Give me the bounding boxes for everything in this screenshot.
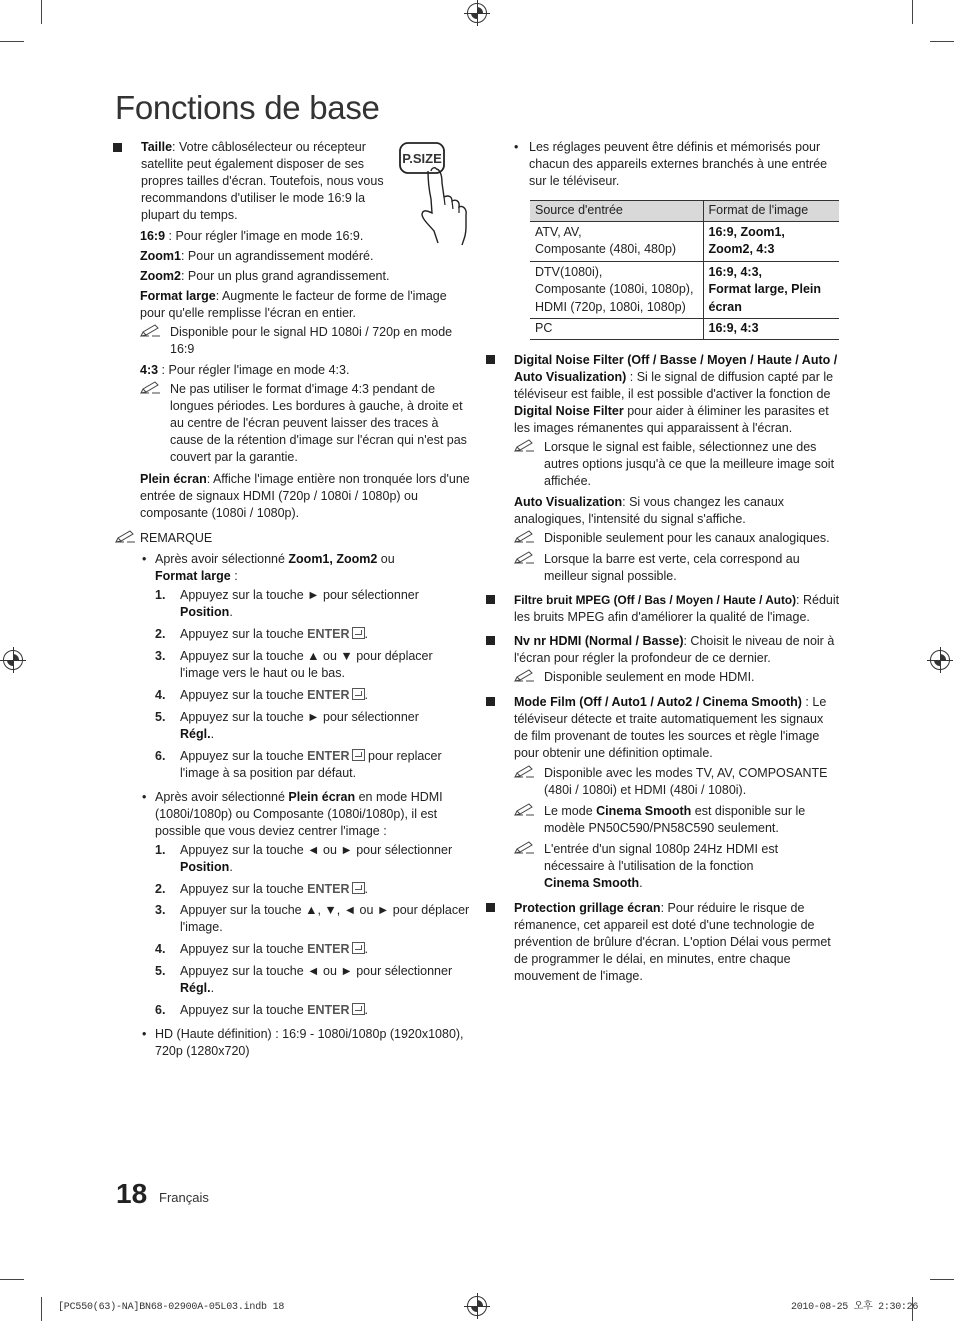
registration-mark-icon [467, 3, 487, 23]
step-number: 4. [155, 942, 166, 956]
step-text: . [229, 605, 233, 619]
format-large-line [140, 288, 470, 322]
bullet-text: Après avoir sélectionné [155, 790, 289, 804]
note-bold: Cinema Smooth [596, 803, 692, 818]
crop-mark [0, 41, 24, 42]
plein-ecran-label: Plein écran [140, 472, 207, 486]
table-row [530, 319, 839, 340]
bullet-intro [513, 139, 840, 190]
bullet-zoom-position [140, 551, 470, 585]
square-bullet-icon [486, 903, 495, 912]
square-bullet-icon [486, 697, 495, 706]
note-pencil-icon [514, 841, 536, 855]
note-bold: Cinema Smooth [544, 875, 640, 890]
note-pencil-icon [514, 530, 536, 544]
square-bullet-icon [113, 143, 122, 152]
enter-key-label: ENTER [307, 688, 350, 702]
mpeg-filter-section [486, 592, 840, 626]
step-number: 1. [155, 588, 166, 602]
mode-43-text: : Pour régler l'image en mode 4:3. [158, 363, 350, 377]
crop-mark [912, 0, 913, 24]
registration-mark-icon [930, 650, 950, 670]
bullet-text: Après avoir sélectionné [155, 552, 289, 566]
taille-label: Taille [141, 140, 173, 154]
table-cell-format: 16:9, Zoom1, Zoom2, 4:3 [703, 221, 839, 261]
plein-ecran-line [140, 471, 470, 522]
note-text: . [639, 875, 643, 890]
note-pencil-icon [514, 439, 536, 453]
table-header-cell: Format de l'image [703, 201, 839, 222]
dnf-bold: Digital Noise Filter [514, 403, 624, 418]
remarque-label: REMARQUE [140, 531, 213, 545]
mode-43-label: 4:3 [140, 363, 159, 377]
hdmi-label: Nv nr HDMI (Normal / Basse) [514, 633, 684, 648]
step-item [155, 648, 470, 682]
note-pencil-icon [514, 765, 536, 779]
enter-icon [352, 882, 365, 894]
step-number: 5. [155, 710, 166, 724]
note-text: L'entrée d'un signal 1080p 24Hz HDMI est nécessaire à l'utilisation de la fonction [544, 841, 779, 873]
bullet-text: en mode HDMI (1080i/1080p) ou Composante (1080i/1080p), il est possible que vous deviez centrer l'image : [155, 790, 443, 838]
note-text: Ne pas utiliser le format d'image 4:3 pendant de longues périodes. Les bordures à gauche, à droite et au centre de l'écran peuvent laisser des traces à cause de la rétention d'image sur l'écran qui n'est pas couvert par la garantie. [170, 382, 467, 464]
crop-mark [41, 1297, 42, 1321]
bullet-bold: Format large [155, 569, 231, 583]
bullet-text: : [230, 569, 238, 583]
step-item [155, 941, 470, 958]
step-number: 3. [155, 649, 166, 663]
note-film-2 [514, 803, 840, 837]
step-text: . [364, 1003, 369, 1017]
step-text: Appuyez sur la touche ► pour sélectionner [180, 710, 419, 724]
step-text: . [364, 942, 369, 956]
enter-key-label: ENTER [307, 1003, 350, 1017]
mpeg-text: : Réduit les bruits MPEG afin d'améliorer la qualité de l'image. [514, 592, 840, 624]
table-row [530, 261, 839, 319]
print-slug-file: [PC550(63)-NA]BN68-02900A-05L03.indb 18 [58, 1302, 285, 1313]
crop-mark [930, 1279, 954, 1280]
crop-mark [930, 41, 954, 42]
square-bullet-icon [486, 595, 495, 604]
psize-label: P.SIZE [402, 151, 442, 166]
table-cell-source: DTV(1080i), Composante (1080i, 1080p), HDMI (720p, 1080i, 1080p) [530, 261, 703, 319]
mpeg-label: Filtre bruit MPEG (Off / Bas / Moyen / Haute / Auto) [514, 592, 797, 607]
bullet-text: HD (Haute définition) : 16:9 - 1080i/1080p (1920x1080), 720p (1280x720) [155, 1027, 464, 1058]
bullet-text: ou [377, 552, 395, 566]
step-number: 6. [155, 749, 166, 763]
step-item [155, 881, 470, 898]
remarque-heading [113, 530, 470, 547]
step-text: pour replacer l'image à sa position par défaut. [180, 749, 442, 780]
enter-key-label: ENTER [307, 749, 350, 763]
enter-key-label: ENTER [307, 942, 350, 956]
taille-text: : Votre câblosélecteur ou récepteur satellite peut également disposer de ses propres tailles d'écran. Toutefois, nous vous recommandons d'utiliser le mode 16:9 la plupart du temps. [141, 140, 384, 222]
step-text: Appuyez sur la touche [180, 627, 308, 641]
grille-label: Protection grillage écran [514, 900, 661, 915]
zoom1-line [140, 248, 470, 265]
enter-icon [352, 627, 365, 639]
enter-key-label: ENTER [307, 627, 350, 641]
table-header-cell: Source d'entrée [530, 201, 703, 222]
note-hdmi [514, 669, 840, 686]
note-text: Disponible seulement pour les canaux analogiques. [544, 530, 830, 545]
step-text: . [364, 627, 369, 641]
step-number: 1. [155, 843, 166, 857]
note-pencil-icon [514, 551, 536, 565]
page-language: Français [159, 1190, 209, 1205]
note-analog [514, 530, 840, 547]
bullet-hd [140, 1026, 470, 1060]
registration-mark-icon [3, 650, 23, 670]
note-text: Le mode [544, 803, 597, 818]
dnf-text: : Si le signal de diffusion capté par le téléviseur est faible, il est possible d'activer la fonction de [514, 369, 834, 401]
step-text: . [364, 688, 369, 702]
step-text: Appuyez sur la touche [180, 1003, 308, 1017]
table-cell-source: PC [530, 319, 703, 340]
dot-bullet-icon: • [142, 1027, 147, 1041]
mode-43-line [140, 362, 470, 379]
registration-mark-icon [467, 1296, 487, 1316]
step-text: Appuyez sur la touche ▲ ou ▼ pour déplacer l'image vers le haut ou le bas. [180, 649, 433, 680]
mode-169-label: 16:9 [140, 229, 166, 243]
note-film-3 [514, 841, 840, 892]
enter-key-label: ENTER [307, 882, 350, 896]
note-dnf [514, 439, 840, 490]
note-format-large [140, 324, 470, 358]
hand-press-icon [398, 139, 476, 249]
note-text: Disponible seulement en mode HDMI. [544, 669, 755, 684]
input-format-table [530, 200, 839, 340]
left-column [113, 138, 470, 1060]
step-item [155, 902, 470, 936]
table-cell-format: 16:9, 4:3 [703, 319, 839, 340]
note-text: est disponible sur le modèle PN50C590/PN58C590 seulement. [544, 803, 806, 835]
dot-bullet-icon: • [142, 552, 147, 566]
film-label: Mode Film (Off / Auto1 / Auto2 / Cinema Smooth) [514, 694, 802, 709]
table-cell-source: ATV, AV, Composante (480i, 480p) [530, 221, 703, 261]
digital-noise-filter-section [486, 352, 840, 585]
table-header-row [530, 201, 839, 222]
bullet-bold: Zoom1, Zoom2 [288, 552, 378, 566]
format-large-label: Format large [140, 289, 216, 303]
page-number: 18 [116, 1178, 148, 1209]
note-green-bar [514, 551, 840, 585]
step-text: Appuyez sur la touche ◄ ou ► pour sélectionner [180, 843, 453, 857]
step-number: 4. [155, 688, 166, 702]
steps-list-1 [155, 587, 470, 782]
step-bold: Position [180, 860, 230, 874]
step-item [155, 709, 470, 743]
step-text: . [229, 860, 233, 874]
enter-icon [352, 1003, 365, 1015]
page-title: Fonctions de base [115, 89, 380, 126]
step-item [155, 1002, 470, 1019]
right-column [486, 138, 840, 985]
note-mode-43 [140, 381, 470, 466]
step-item [155, 587, 470, 621]
psize-button-illustration [398, 139, 476, 249]
note-pencil-icon [514, 803, 536, 817]
step-bold: Régl. [180, 727, 211, 741]
bullet-plein-ecran [140, 789, 470, 840]
zoom1-text: : Pour un agrandissement modéré. [180, 249, 374, 263]
enter-icon [352, 942, 365, 954]
auto-visualization-label: Auto Visualization [514, 494, 623, 509]
square-bullet-icon [486, 636, 495, 645]
bullet-bold: Plein écran [288, 790, 356, 804]
note-pencil-icon [140, 324, 162, 338]
plein-ecran-text: : Affiche l'image entière non tronquée lors d'une entrée de signaux HDMI (720p / 1080i / 1080p) ou composante (1080i / 1080p). [140, 472, 470, 520]
step-text: Appuyez sur la touche ◄ ou ► pour sélectionner [180, 964, 453, 978]
print-slug-date: 2010-08-25 오후 2:30:26 [791, 1302, 919, 1313]
step-number: 2. [155, 627, 166, 641]
dot-bullet-icon: • [142, 790, 147, 804]
zoom2-text: : Pour un plus grand agrandissement. [180, 269, 390, 283]
step-bold: Régl. [180, 981, 211, 995]
zoom2-label: Zoom2 [140, 269, 181, 283]
step-text: Appuyez sur la touche [180, 882, 308, 896]
zoom1-label: Zoom1 [140, 249, 181, 263]
step-number: 5. [155, 964, 166, 978]
note-pencil-icon [514, 669, 536, 683]
note-text: Disponible pour le signal HD 1080i / 720p en mode 16:9 [170, 325, 453, 356]
hdmi-black-level-section [486, 633, 840, 686]
table-row [530, 221, 839, 261]
square-bullet-icon [486, 355, 495, 364]
screen-burn-protection-section [486, 900, 840, 985]
mode-169-text: : Pour régler l'image en mode 16:9. [165, 229, 364, 243]
step-text: Appuyez sur la touche ► pour sélectionner [180, 588, 419, 602]
note-text: Lorsque la barre est verte, cela correspond au meilleur signal possible. [544, 551, 800, 583]
step-text: Appuyez sur la touche [180, 749, 308, 763]
taille-section [113, 139, 470, 224]
note-text: Lorsque le signal est faible, sélectionnez une des autres options jusqu'à ce que la meilleure image soit affichée. [544, 439, 835, 488]
step-number: 2. [155, 882, 166, 896]
step-bold: Position [180, 605, 230, 619]
hdmi-text: : Choisit le niveau de noir à l'écran pour régler la profondeur de ce dernier. [514, 633, 835, 665]
intro-text: Les réglages peuvent être définis et mémorisés pour chacun des appareils externes branchés à une entrée sur le téléviseur. [529, 140, 828, 188]
film-text: : Le téléviseur détecte et traite automatiquement les signaux de film provenant de toutes les sources et règle l'image pour obtenir une définition optimale. [514, 694, 827, 760]
dnf-text: pour aider à éliminer les parasites et les images rémanentes qui apparaissent à l'écran. [514, 403, 829, 435]
step-item [155, 842, 470, 876]
step-item [155, 626, 470, 643]
step-number: 6. [155, 1003, 166, 1017]
step-text: Appuyez sur la touche [180, 942, 308, 956]
note-text: Disponible avec les modes TV, AV, COMPOSANTE (480i / 1080i) et HDMI (480i / 1080i). [544, 765, 828, 797]
table-cell-format: 16:9, 4:3, Format large, Plein écran [703, 261, 839, 319]
step-text: . [210, 727, 215, 741]
film-mode-section [486, 694, 840, 892]
dnf-label: Digital Noise Filter (Off / Basse / Moyen / Haute / Auto / Auto Visualization) [514, 352, 838, 384]
note-pencil-icon [115, 530, 137, 544]
crop-mark [0, 1279, 24, 1280]
step-text: . [210, 981, 215, 995]
step-item [155, 963, 470, 997]
dot-bullet-icon: • [514, 140, 519, 154]
step-item [155, 748, 470, 782]
grille-text: : Pour réduire le risque de rémanence, cet appareil est doté d'une technologie de prévention de brûlure d'écran. L'option Délai vous permet de programmer le délai, en minutes, entre chaque mouvement de l'image. [514, 900, 831, 983]
step-text: Appuyer sur la touche ▲, ▼, ◄ ou ► pour déplacer l'image. [180, 903, 470, 934]
auto-visualization-text: : Si vous changez les canaux analogiques, l'intensité du signal s'affiche. [514, 494, 785, 526]
step-text: . [364, 882, 369, 896]
note-film-1 [514, 765, 840, 799]
steps-list-2 [155, 842, 470, 1019]
step-item [155, 687, 470, 704]
step-text: Appuyez sur la touche [180, 688, 308, 702]
crop-mark [41, 0, 42, 24]
step-number: 3. [155, 903, 166, 917]
auto-visualization-line [514, 494, 840, 528]
format-large-text: : Augmente le facteur de forme de l'image pour qu'elle remplisse l'écran en entier. [140, 289, 447, 320]
zoom2-line [140, 268, 470, 285]
enter-icon [352, 749, 365, 761]
note-pencil-icon [140, 381, 162, 395]
enter-icon [352, 688, 365, 700]
